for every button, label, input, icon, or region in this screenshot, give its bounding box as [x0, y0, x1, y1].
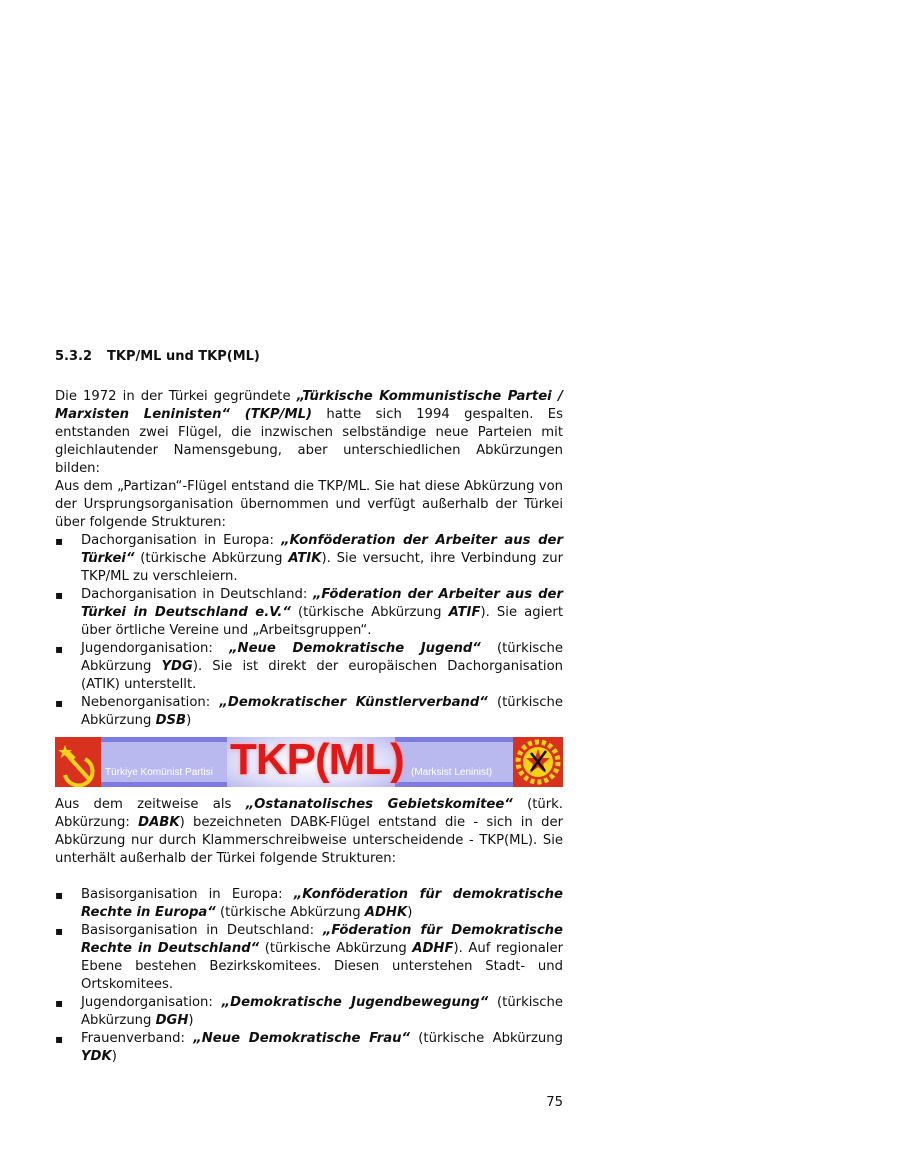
- item-prefix: Frauenverband:: [81, 1031, 194, 1046]
- intro-text-end: hatte sich 1994 gespalten. Es entstanden zwei Flügel, die inzwischen selbständige neue Parteien mit gleichlautender Namensgebung, aber unterschiedlichen Abkürzungen bilden:: [55, 407, 563, 476]
- item-prefix: Basisorganisation in Deutschland:: [81, 923, 323, 938]
- dabk-structure-list: [55, 886, 563, 1066]
- item-suffix: ): [407, 905, 413, 920]
- item-prefix: Dachorganisation in Europa:: [81, 533, 282, 548]
- banner-party-name: Türkiye Komünist Partisi: [105, 767, 213, 778]
- item-org-name: „Konföderation für demokratische Rechte in Europa“: [81, 887, 563, 920]
- item-abbreviation: DSB: [155, 713, 187, 728]
- item-org-name: „Neue Demokratische Frau“: [193, 1031, 410, 1046]
- item-mid: (türkische Abkürzung: [259, 941, 413, 956]
- tkp-ml-banner: [55, 737, 563, 787]
- list-item: [55, 886, 563, 922]
- banner-party-subtitle: (Marksist Leninist): [411, 767, 493, 778]
- hammer-sickle-star-icon: [55, 737, 101, 787]
- list-item: [55, 694, 563, 730]
- item-prefix: Jugendorganisation:: [81, 641, 230, 656]
- item-suffix: ): [111, 1049, 117, 1064]
- item-suffix: ): [186, 713, 192, 728]
- item-org-name: „Demokratischer Künstlerverband“: [219, 695, 488, 710]
- section-title: TKP/ML und TKP(ML): [107, 349, 260, 364]
- dabk-paragraph: [55, 796, 563, 868]
- item-mid: (türkische Abkürzung: [81, 995, 563, 1028]
- item-org-name: „Föderation für Demokratische Rechte in Deutschland“: [81, 923, 563, 956]
- item-org-name: „Konföderation der Arbeiter aus der Türkei“: [81, 533, 563, 566]
- dabk-committee-name: „Ostanatolisches Gebietskomitee“: [245, 797, 513, 812]
- section-number: 5.3.2: [55, 349, 93, 364]
- intro-text: Die 1972 in der Türkei gegründete: [55, 389, 297, 404]
- section-heading: [55, 349, 260, 364]
- item-org-name: „Demokratische Jugendbewegung“: [221, 995, 489, 1010]
- item-mid: (türkische Abkürzung: [81, 641, 563, 674]
- intro-party-name: „Türkische Kommunistische Partei / Marxisten Leninisten“ (TKP/ML): [55, 389, 563, 422]
- list-item: [55, 586, 563, 640]
- dabk-text-mid: (türk. Abkürzung:: [55, 797, 563, 830]
- gear-rifle-star-emblem-icon: [513, 737, 563, 787]
- dabk-text: Aus dem zeitweise als: [55, 797, 246, 812]
- item-prefix: Jugendorganisation:: [81, 995, 222, 1010]
- banner-logo-text: TKP(ML): [230, 737, 404, 784]
- dabk-text-end: ) bezeichneten DABK-Flügel entstand die - sich in der Abkürzung nur durch Klammerschreibweise unterscheidende - TKP(ML). Sie unterhält außerhalb der Türkei folgende Strukturen:: [55, 815, 563, 866]
- item-prefix: Nebenorganisation:: [81, 695, 220, 710]
- item-suffix: ). Sie ist direkt der europäischen Dachorganisation (ATIK) unterstellt.: [81, 659, 563, 692]
- item-mid: (türkische Abkürzung: [409, 1031, 563, 1046]
- item-suffix: ). Sie agiert über örtliche Vereine und „Arbeitsgruppen“.: [81, 605, 563, 638]
- list-item: [55, 1030, 563, 1066]
- item-abbreviation: ADHK: [364, 905, 408, 920]
- dabk-abbreviation: DABK: [138, 815, 180, 830]
- item-suffix: ): [188, 1013, 194, 1028]
- item-mid: (türkische Abkürzung: [215, 905, 365, 920]
- item-abbreviation: YDK: [81, 1049, 112, 1064]
- intro-paragraph: [55, 388, 563, 478]
- item-org-name: „Neue Demokratische Jugend“: [229, 641, 481, 656]
- list-item: [55, 922, 563, 994]
- list-item: [55, 640, 563, 694]
- item-abbreviation: DGH: [155, 1013, 189, 1028]
- item-abbreviation: ADHF: [412, 941, 454, 956]
- list-item: [55, 994, 563, 1030]
- item-prefix: Basisorganisation in Europa:: [81, 887, 294, 902]
- page-number: 75: [546, 1095, 563, 1110]
- item-suffix: ). Sie versucht, ihre Verbindung zur TKP/ML zu verschleiern.: [81, 551, 563, 584]
- item-suffix: ). Auf regionaler Ebene bestehen Bezirkskomitees. Diesen unterstehen Stadt- und Ortskomitees.: [81, 941, 563, 992]
- item-mid: (türkische Abkürzung: [81, 695, 563, 728]
- partizan-paragraph: Aus dem „Partizan“-Flügel entstand die TKP/ML. Sie hat diese Abkürzung von der Ursprungsorganisation übernommen und verfügt außerhalb der Türkei über folgende Strukturen:: [55, 479, 563, 530]
- partizan-structure-list: [55, 532, 563, 730]
- item-abbreviation: YDG: [161, 659, 193, 674]
- item-prefix: Dachorganisation in Deutschland:: [81, 587, 313, 602]
- item-mid: (türkische Abkürzung: [290, 605, 449, 620]
- item-org-name: „Föderation der Arbeiter aus der Türkei in Deutschland e.V.“: [81, 587, 563, 620]
- list-item: [55, 532, 563, 586]
- item-mid: (türkische Abkürzung: [134, 551, 289, 566]
- item-abbreviation: ATIF: [448, 605, 481, 620]
- item-abbreviation: ATIK: [288, 551, 322, 566]
